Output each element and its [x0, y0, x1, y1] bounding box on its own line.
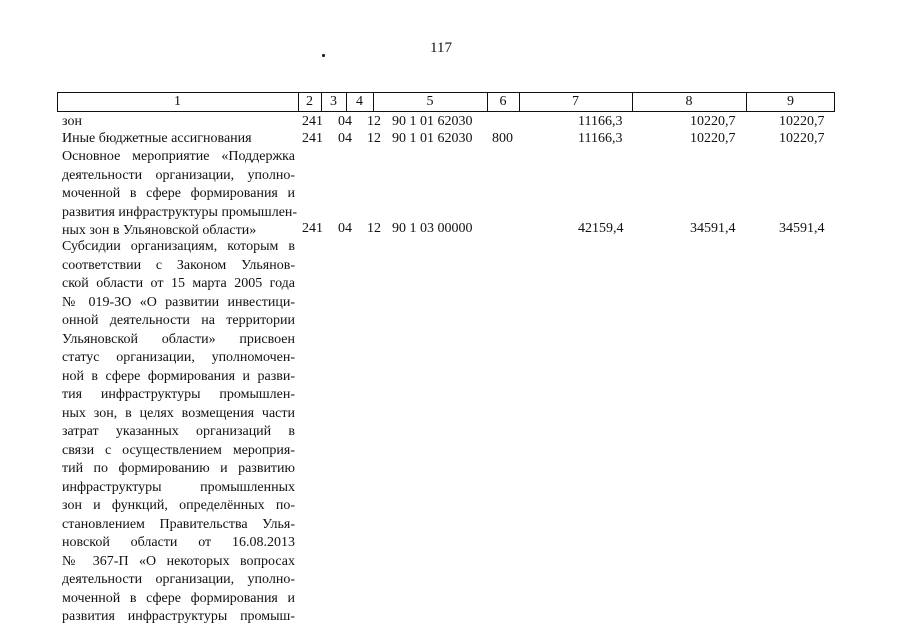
cell-col-2: 241 [302, 131, 323, 146]
description-line: новской области от 16.08.2013 [62, 535, 295, 550]
cell-col-8: 34591,4 [690, 221, 736, 236]
header-col-2: 2 [306, 94, 313, 109]
description-line: ской области от 15 марта 2005 года [62, 276, 295, 291]
description-line: онной деятельности на территории [62, 313, 295, 328]
description-line: № 019-ЗО «О развитии инвестици- [62, 294, 295, 310]
description-line: моченной в сфере формирования и [62, 590, 295, 606]
cell-col-3: 04 [338, 221, 352, 236]
cell-col-5: 90 1 01 62030 [392, 114, 473, 129]
description-line: Ульяновской области» присвоен [62, 331, 295, 347]
header-col-1: 1 [174, 94, 181, 109]
table-header [57, 92, 835, 112]
description-line: тий по формированию и развитию [62, 461, 295, 476]
description-line: № 367-П «О некоторых вопросах [62, 553, 295, 569]
cell-col-7: 11166,3 [578, 131, 623, 146]
description-line: тия инфраструктуры промышлен- [62, 387, 295, 402]
description-line: моченной в сфере формирования и [62, 186, 295, 201]
description-line: затрат указанных организаций в [62, 424, 295, 439]
description-line: деятельности организации, уполно- [62, 572, 295, 587]
row-description: Иные бюджетные ассигнования [62, 131, 252, 146]
cell-col-7: 11166,3 [578, 114, 623, 129]
description-line: Основное мероприятие «Поддержка [62, 149, 295, 164]
description-line: развития инфраструктуры промыш- [62, 609, 295, 624]
description-line: зон и функций, определённых по- [62, 498, 295, 513]
description-line: развития инфраструктуры промышлен- [62, 204, 298, 220]
cell-col-9: 10220,7 [779, 114, 825, 129]
cell-col-4: 12 [367, 114, 381, 129]
cell-col-8: 10220,7 [690, 131, 736, 146]
row-description [62, 238, 295, 627]
description-line: ной в сфере формирования и разви- [62, 368, 295, 384]
description-line: статус организации, уполномочен- [62, 350, 295, 365]
cell-col-9: 10220,7 [779, 131, 825, 146]
description-line: связи с осуществлением мероприя- [62, 442, 295, 458]
header-col-7: 7 [572, 94, 579, 109]
row-description [62, 148, 298, 241]
cell-col-4: 12 [367, 131, 381, 146]
header-col-3: 3 [330, 94, 337, 109]
cell-col-3: 04 [338, 114, 352, 129]
cell-col-8: 10220,7 [690, 114, 736, 129]
cell-col-5: 90 1 03 00000 [392, 221, 473, 236]
header-col-8: 8 [685, 94, 693, 109]
row-description: зон [62, 114, 82, 129]
header-col-6: 6 [499, 94, 507, 109]
scan-speck [322, 54, 325, 57]
cell-col-2: 241 [302, 221, 323, 236]
cell-col-9: 34591,4 [779, 221, 825, 236]
cell-col-4: 12 [367, 221, 381, 236]
description-line: ных зон, в целях возмещения части [62, 405, 295, 421]
cell-col-3: 04 [338, 131, 352, 146]
header-col-4: 4 [356, 94, 363, 109]
cell-col-5: 90 1 01 62030 [392, 131, 473, 146]
page-number: 117 [430, 40, 452, 56]
description-line: соответствии с Законом Ульянов- [62, 257, 295, 273]
cell-col-6: 800 [492, 131, 513, 146]
description-line: становлением Правительства Улья- [62, 516, 295, 532]
description-line: инфраструктуры промышленных [62, 479, 295, 495]
header-col-9: 9 [787, 94, 794, 109]
cell-col-2: 241 [302, 114, 323, 129]
description-line: ных зон в Ульяновской области» [62, 223, 257, 238]
description-line: Субсидии организациям, которым в [62, 239, 295, 254]
description-line: деятельности организации, уполно- [62, 167, 295, 183]
header-col-5: 5 [426, 94, 434, 109]
cell-col-7: 42159,4 [578, 221, 624, 236]
